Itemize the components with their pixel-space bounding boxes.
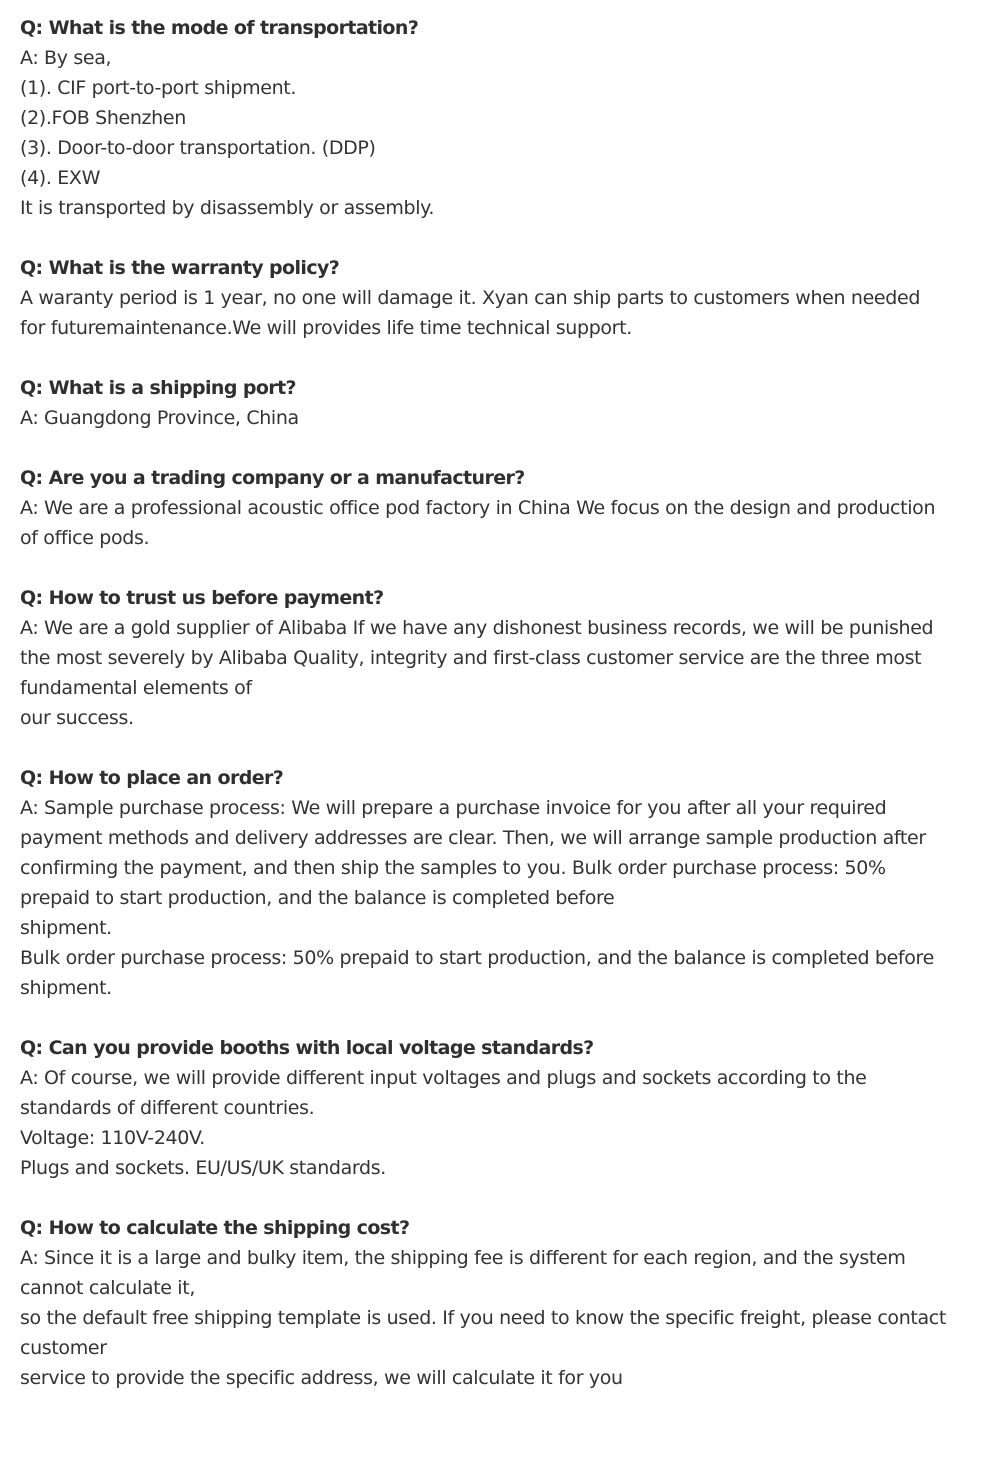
spacer xyxy=(20,733,980,763)
faq-question: Q: How to trust us before payment? xyxy=(20,587,384,609)
faq-item-company-type xyxy=(20,463,980,553)
faq-answer-line: A: We are a gold supplier of Alibaba If we have any dishonest business records, we will be punished xyxy=(20,617,934,639)
faq-item-shipping-port xyxy=(20,373,980,433)
faq-answer-line: service to provide the specific address, we will calculate it for you xyxy=(20,1367,623,1389)
spacer xyxy=(20,223,980,253)
faq-question: Q: Can you provide booths with local voltage standards? xyxy=(20,1037,594,1059)
faq-question: Q: What is the mode of transportation? xyxy=(20,17,419,39)
faq-answer-line: (4). EXW xyxy=(20,167,101,189)
spacer xyxy=(20,433,980,463)
faq-question: Q: What is the warranty policy? xyxy=(20,257,340,279)
faq-answer-line: our success. xyxy=(20,707,134,729)
faq-answer-line: Plugs and sockets. EU/US/UK standards. xyxy=(20,1157,386,1179)
faq-answer-line: confirming the payment, and then ship the samples to you. Bulk order purchase process: 50% xyxy=(20,857,886,879)
faq-answer-line: payment methods and delivery addresses are clear. Then, we will arrange sample production after xyxy=(20,827,926,849)
faq-answer-line: A: Sample purchase process: We will prepare a purchase invoice for you after all your required xyxy=(20,797,887,819)
faq-answer-line: so the default free shipping template is used. If you need to know the specific freight, please contact xyxy=(20,1307,946,1329)
faq-answer-line: A: We are a professional acoustic office pod factory in China We focus on the design and production xyxy=(20,497,936,519)
faq-answer-line: Bulk order purchase process: 50% prepaid to start production, and the balance is completed before xyxy=(20,947,934,969)
faq-answer-line: for futuremaintenance.We will provides life time technical support. xyxy=(20,317,632,339)
faq-item-warranty xyxy=(20,253,980,343)
faq-item-shipping-cost xyxy=(20,1213,980,1393)
faq-item-place-order xyxy=(20,763,980,1003)
faq-answer-line: customer xyxy=(20,1337,107,1359)
faq-answer-line: standards of different countries. xyxy=(20,1097,315,1119)
faq-answer-line: It is transported by disassembly or assembly. xyxy=(20,197,435,219)
faq-answer-line: (1). CIF port-to-port shipment. xyxy=(20,77,297,99)
faq-answer-line: A: Since it is a large and bulky item, the shipping fee is different for each region, and the system xyxy=(20,1247,906,1269)
spacer xyxy=(20,1183,980,1213)
faq-answer-line: A waranty period is 1 year, no one will damage it. Xyan can ship parts to customers when needed xyxy=(20,287,921,309)
faq-answer-line: A: By sea, xyxy=(20,47,112,69)
spacer xyxy=(20,343,980,373)
faq-answer-line: A: Guangdong Province, China xyxy=(20,407,299,429)
faq-answer-line: (2).FOB Shenzhen xyxy=(20,107,186,129)
faq-answer-line: the most severely by Alibaba Quality, integrity and first-class customer service are the three most xyxy=(20,647,922,669)
faq-answer-line: of office pods. xyxy=(20,527,150,549)
faq-answer-line: cannot calculate it, xyxy=(20,1277,196,1299)
faq-answer-line: shipment. xyxy=(20,917,112,939)
faq-item-trust xyxy=(20,583,980,733)
spacer xyxy=(20,1003,980,1033)
faq-question: Q: What is a shipping port? xyxy=(20,377,296,399)
faq-item-transportation xyxy=(20,13,980,223)
faq-question: Q: How to calculate the shipping cost? xyxy=(20,1217,410,1239)
faq-answer-line: A: Of course, we will provide different input voltages and plugs and sockets according to the xyxy=(20,1067,867,1089)
faq-answer-line: fundamental elements of xyxy=(20,677,252,699)
faq-question: Q: Are you a trading company or a manufacturer? xyxy=(20,467,525,489)
spacer xyxy=(20,553,980,583)
faq-answer-line: shipment. xyxy=(20,977,112,999)
faq-item-voltage xyxy=(20,1033,980,1183)
faq-answer-line: prepaid to start production, and the balance is completed before xyxy=(20,887,615,909)
faq-question: Q: How to place an order? xyxy=(20,767,284,789)
faq-answer-line: Voltage: 110V-240V. xyxy=(20,1127,205,1149)
faq-answer-line: (3). Door-to-door transportation. (DDP) xyxy=(20,137,376,159)
